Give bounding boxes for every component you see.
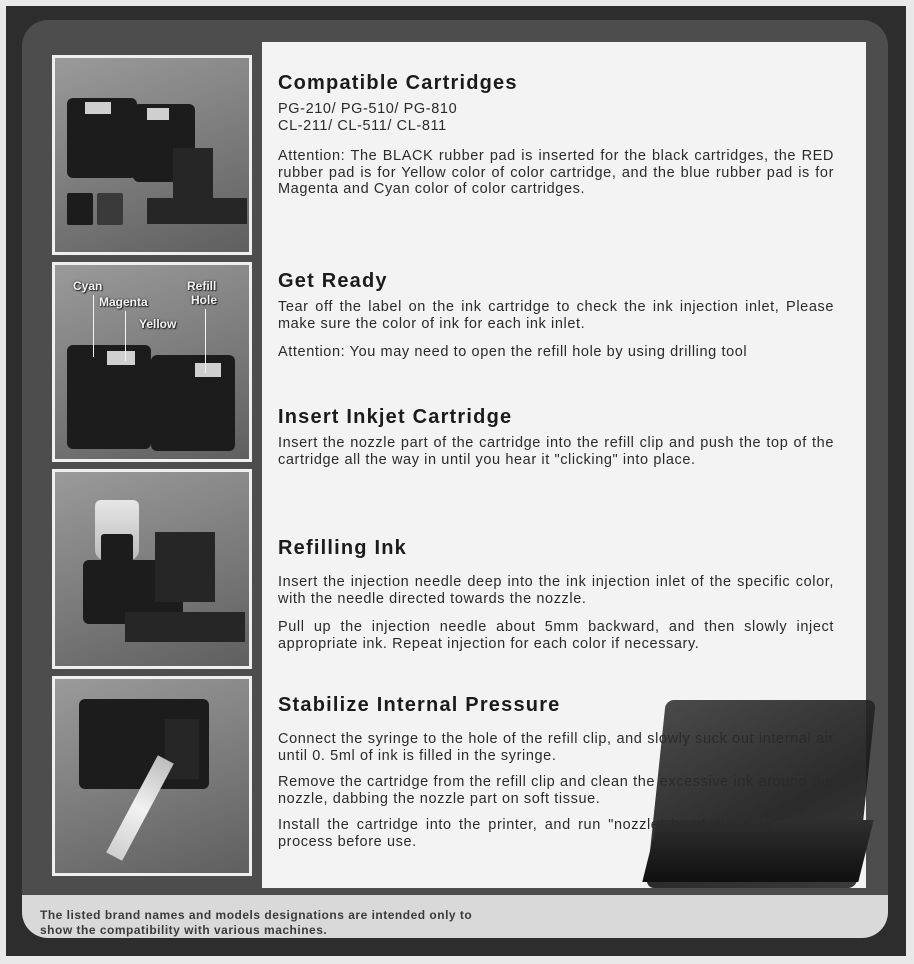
cartridge-label bbox=[85, 102, 111, 114]
label-cyan: Cyan bbox=[73, 279, 103, 293]
section-compatible-cartridges bbox=[278, 72, 834, 198]
section-get-ready bbox=[278, 270, 834, 361]
cartridge-label bbox=[195, 363, 221, 377]
photo-stabilize-pressure bbox=[52, 676, 252, 876]
leader-line bbox=[125, 311, 126, 361]
label-yellow: Yellow bbox=[139, 317, 177, 331]
refill-clip bbox=[173, 148, 213, 198]
section-insert-cartridge bbox=[278, 406, 834, 468]
rubber-pad bbox=[97, 193, 123, 225]
cartridge-label bbox=[107, 351, 135, 365]
photo-refilling-ink bbox=[52, 469, 252, 669]
label-hole: Hole bbox=[191, 293, 218, 307]
photo-get-ready bbox=[52, 262, 252, 462]
ink bbox=[101, 534, 133, 562]
photo-compatible-cartridges bbox=[52, 55, 252, 255]
refill-clip-base bbox=[125, 612, 245, 642]
rubber-pad bbox=[67, 193, 93, 225]
section-title: Stabilize Internal Pressure bbox=[278, 694, 561, 716]
disclaimer-line: show the compatibility with various machines. bbox=[40, 923, 328, 937]
paragraph: Insert the nozzle part of the cartridge into the refill clip and push the top of the cartridge all the way in until you hear it "clicking" into place. bbox=[278, 435, 834, 468]
model-line: CL-211/ CL-511/ CL-811 bbox=[278, 117, 447, 134]
section-refilling-ink bbox=[278, 537, 834, 652]
leader-line bbox=[205, 309, 206, 373]
label-magenta: Magenta bbox=[99, 295, 148, 309]
attention-note: Attention: The BLACK rubber pad is inserted for the black cartridges, the RED rubber pad is for Yellow color of color cartridge, and the blue rubber pad is for Magenta and Cyan color of color cartridges. bbox=[278, 148, 834, 197]
paragraph: Insert the injection needle deep into the ink injection inlet of the specific color, with the needle directed towards the nozzle. bbox=[278, 574, 834, 607]
label-refill: Refill bbox=[187, 279, 217, 293]
paragraph: Connect the syringe to the hole of the refill clip, and slowly suck out internal air until 0. 5ml of ink is filled in the syringe. bbox=[278, 731, 834, 764]
paragraph: Install the cartridge into the printer, and run "nozzle/ head cleaning" process before use. bbox=[278, 817, 778, 850]
disclaimer bbox=[40, 908, 472, 938]
section-title: Insert Inkjet Cartridge bbox=[278, 406, 513, 428]
paragraph: Pull up the injection needle about 5mm backward, and then slowly inject appropriate ink. Repeat injection for each color if necessary. bbox=[278, 619, 834, 652]
attention-note: Attention: You may need to open the refill hole by using drilling tool bbox=[278, 344, 748, 360]
cartridge-label bbox=[147, 108, 169, 120]
section-title: Refilling Ink bbox=[278, 537, 407, 559]
model-line: PG-210/ PG-510/ PG-810 bbox=[278, 101, 458, 117]
section-title: Compatible Cartridges bbox=[278, 72, 518, 94]
section-stabilize-pressure bbox=[278, 694, 834, 850]
disclaimer-line: The listed brand names and models designations are intended only to bbox=[40, 908, 473, 922]
color-cartridge bbox=[151, 355, 235, 451]
refill-clip bbox=[155, 532, 215, 602]
paragraph: Tear off the label on the ink cartridge to check the ink injection inlet, Please make sure the color of ink for each ink inlet. bbox=[278, 299, 834, 332]
leader-line bbox=[93, 295, 94, 357]
paragraph: Remove the cartridge from the refill clip and clean the excessive ink around the nozzle, dabbing the nozzle part on soft tissue. bbox=[278, 774, 834, 807]
refill-clip-base bbox=[147, 198, 247, 224]
section-title: Get Ready bbox=[278, 270, 388, 292]
